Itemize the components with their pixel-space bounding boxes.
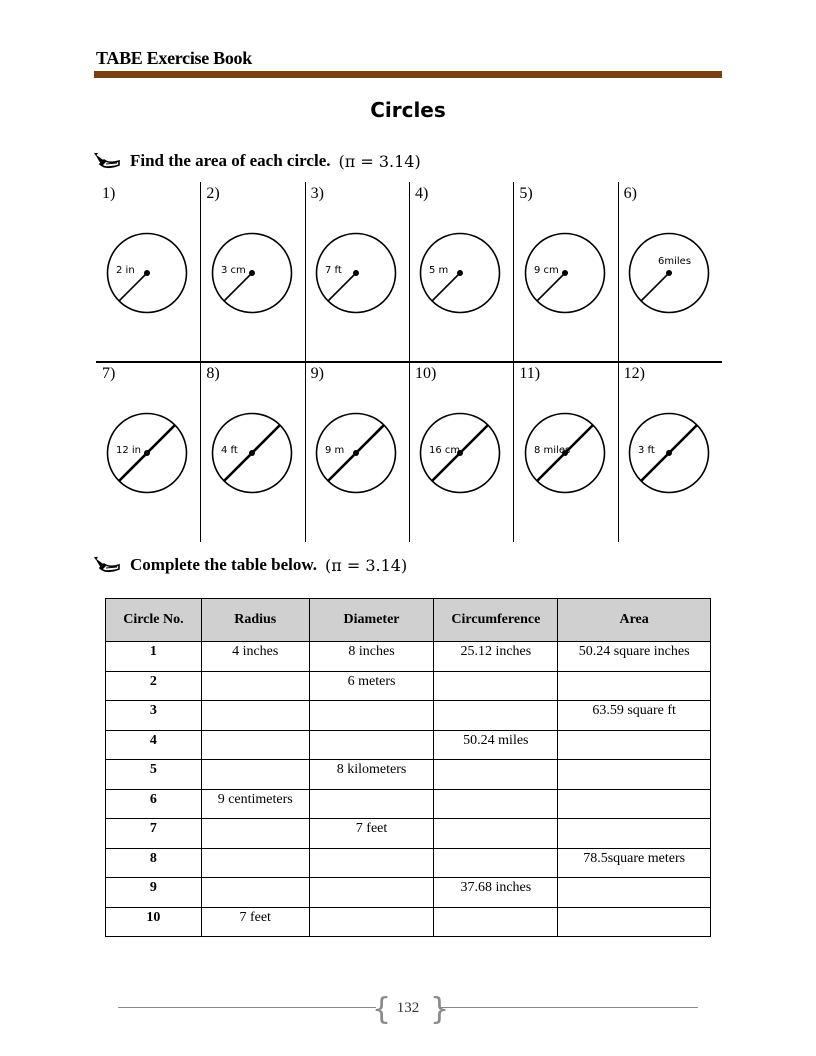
problem-number: 11) xyxy=(519,365,541,382)
table-cell xyxy=(558,907,711,937)
circle-radius-figure xyxy=(102,228,192,318)
table-cell xyxy=(201,878,309,908)
table-cell xyxy=(558,760,711,790)
circle-table xyxy=(105,598,711,937)
problem-number: 10) xyxy=(415,365,437,382)
circle-diameter-figure xyxy=(102,408,192,498)
problem-number: 4) xyxy=(415,185,429,202)
circle-number-cell: 5 xyxy=(106,760,202,790)
table-cell: 6 meters xyxy=(309,671,434,701)
col-header: Circumference xyxy=(434,599,558,642)
book-title: TABE Exercise Book xyxy=(96,48,252,68)
page-title: Circles xyxy=(370,98,446,122)
radius-line xyxy=(119,273,147,301)
table-cell: 50.24 square inches xyxy=(558,642,711,672)
table-cell xyxy=(558,671,711,701)
pencil-writing-icon xyxy=(92,554,122,576)
problem-number: 8) xyxy=(206,365,220,382)
table-cell: 25.12 inches xyxy=(434,642,558,672)
grid-divider xyxy=(96,361,722,363)
circle-radius-figure xyxy=(311,228,401,318)
center-point xyxy=(144,270,150,276)
diameter-label: 4 ft xyxy=(220,445,238,456)
footer-rule-right xyxy=(440,1007,698,1008)
problem-number: 1) xyxy=(102,185,116,202)
problem-number: 2) xyxy=(206,185,220,202)
center-point xyxy=(666,450,672,456)
table-cell: 7 feet xyxy=(201,907,309,937)
table-row xyxy=(106,848,711,878)
bracket-right-icon: } xyxy=(430,992,450,1027)
table-row xyxy=(106,701,711,731)
table-row xyxy=(106,760,711,790)
radius-label: 5 m xyxy=(429,265,449,276)
problem-number: 6) xyxy=(623,185,637,202)
radius-line xyxy=(537,273,565,301)
table-cell xyxy=(201,760,309,790)
bracket-left-icon: { xyxy=(372,992,392,1027)
circle-diameter-figure xyxy=(207,408,297,498)
circle-diameter-figure xyxy=(520,408,610,498)
circle-number-cell: 9 xyxy=(106,878,202,908)
diameter-label: 12 in xyxy=(116,445,142,456)
radius-label: 7 ft xyxy=(324,265,342,276)
col-header: Radius xyxy=(201,599,309,642)
pi-note: (π = 3.14) xyxy=(338,151,421,171)
table-cell xyxy=(201,730,309,760)
table-row xyxy=(106,819,711,849)
table-row xyxy=(106,730,711,760)
circle-number-cell: 1 xyxy=(106,642,202,672)
center-point xyxy=(457,270,463,276)
circle-grid xyxy=(96,182,722,542)
radius-line xyxy=(224,273,252,301)
table-cell: 8 kilometers xyxy=(309,760,434,790)
problem-number: 3) xyxy=(310,185,324,202)
table-cell xyxy=(434,789,558,819)
problem-number: 12) xyxy=(623,365,645,382)
table-row xyxy=(106,789,711,819)
center-point xyxy=(144,450,150,456)
table-row xyxy=(106,642,711,672)
circle-radius-figure xyxy=(415,228,505,318)
table-cell: 4 inches xyxy=(201,642,309,672)
table-cell xyxy=(434,848,558,878)
circle-number-cell: 4 xyxy=(106,730,202,760)
radius-line xyxy=(432,273,460,301)
table-row xyxy=(106,878,711,908)
table-cell xyxy=(434,701,558,731)
radius-label: 3 cm xyxy=(220,265,246,276)
table-row xyxy=(106,907,711,937)
table-cell xyxy=(434,671,558,701)
instruction-text: Complete the table below. xyxy=(130,555,317,574)
table-cell xyxy=(201,819,309,849)
table-cell: 50.24 miles xyxy=(434,730,558,760)
table-cell xyxy=(558,789,711,819)
table-cell xyxy=(558,819,711,849)
radius-label: 6miles xyxy=(657,256,691,267)
radius-line xyxy=(328,273,356,301)
diameter-label: 8 miles xyxy=(533,445,570,456)
circle-diameter-figure xyxy=(415,408,505,498)
table-cell: 78.5square meters xyxy=(558,848,711,878)
table-cell xyxy=(309,878,434,908)
circle-radius-figure xyxy=(624,228,714,318)
circle-number-cell: 7 xyxy=(106,819,202,849)
instruction-table xyxy=(92,554,407,576)
footer-rule-left xyxy=(118,1007,376,1008)
table-cell xyxy=(434,907,558,937)
circle-radius-figure xyxy=(520,228,610,318)
problem-number: 7) xyxy=(102,365,116,382)
table-cell xyxy=(201,671,309,701)
instruction-text: Find the area of each circle. xyxy=(130,151,331,170)
col-header: Area xyxy=(558,599,711,642)
table-header-row xyxy=(106,599,711,642)
table-row xyxy=(106,671,711,701)
circle-number-cell: 6 xyxy=(106,789,202,819)
circle-number-cell: 3 xyxy=(106,701,202,731)
center-point xyxy=(666,270,672,276)
pi-note: (π = 3.14) xyxy=(324,555,408,575)
col-header: Circle No. xyxy=(106,599,202,642)
diameter-label: 16 cm xyxy=(429,445,461,456)
center-point xyxy=(353,450,359,456)
circle-number-cell: 2 xyxy=(106,671,202,701)
table-cell xyxy=(201,848,309,878)
center-point xyxy=(249,450,255,456)
table-cell xyxy=(201,701,309,731)
table-cell xyxy=(558,730,711,760)
circle-number-cell: 8 xyxy=(106,848,202,878)
center-point xyxy=(353,270,359,276)
table-cell xyxy=(558,878,711,908)
diameter-label: 9 m xyxy=(324,445,345,456)
table-cell: 9 centimeters xyxy=(201,789,309,819)
page-number: 132 xyxy=(396,1000,420,1016)
circle-radius-figure xyxy=(207,228,297,318)
table-cell xyxy=(434,760,558,790)
circle-diameter-figure xyxy=(624,408,714,498)
radius-label: 2 in xyxy=(116,265,135,276)
problem-number: 9) xyxy=(310,365,324,382)
circle-diameter-figure xyxy=(311,408,401,498)
table-cell xyxy=(309,730,434,760)
table-cell xyxy=(434,819,558,849)
diameter-label: 3 ft xyxy=(637,445,655,456)
table-cell xyxy=(309,907,434,937)
table-cell xyxy=(309,789,434,819)
problem-number: 5) xyxy=(519,185,533,202)
radius-label: 9 cm xyxy=(533,265,559,276)
header-rule xyxy=(94,71,722,78)
table-cell: 37.68 inches xyxy=(434,878,558,908)
radius-line xyxy=(641,273,669,301)
circle-number-cell: 10 xyxy=(106,907,202,937)
table-cell: 8 inches xyxy=(309,642,434,672)
center-point xyxy=(249,270,255,276)
table-cell xyxy=(309,701,434,731)
col-header: Diameter xyxy=(309,599,434,642)
table-cell xyxy=(309,848,434,878)
pencil-writing-icon xyxy=(92,150,122,172)
table-cell: 7 feet xyxy=(309,819,434,849)
instruction-area xyxy=(92,150,421,172)
table-cell: 63.59 square ft xyxy=(558,701,711,731)
center-point xyxy=(562,270,568,276)
